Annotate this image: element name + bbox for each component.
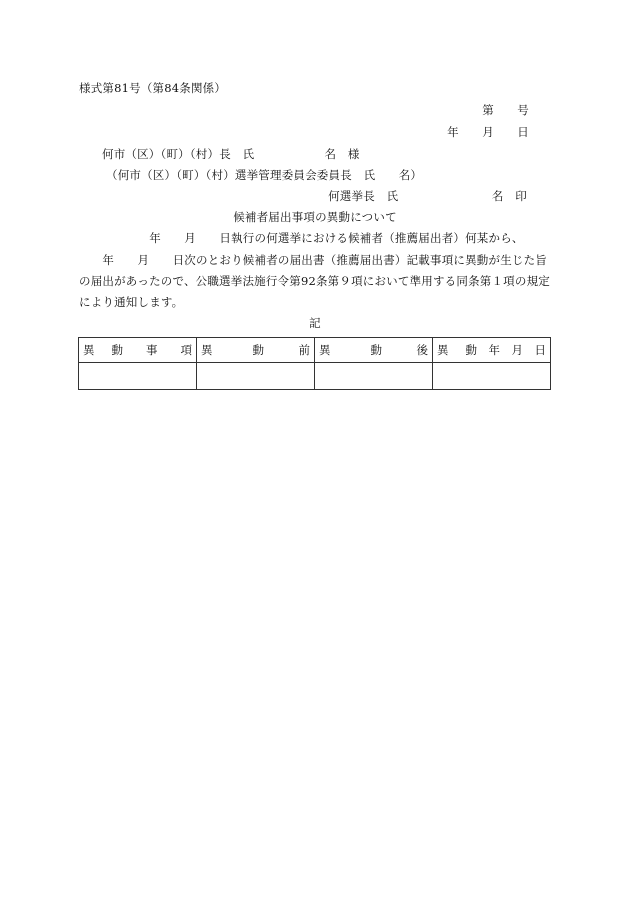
header-after-change-right: 動 後 xyxy=(370,343,428,357)
header-change-item-right: 動 事 項 xyxy=(111,343,192,357)
change-table xyxy=(78,337,551,390)
cell-before-change xyxy=(197,363,315,390)
addressee-line-2: （何市（区）（町）（村）選挙管理委員会委員長 氏 名） xyxy=(106,168,423,182)
header-change-item xyxy=(79,338,197,363)
header-after-change-left: 異 xyxy=(319,343,331,357)
form-title: 様式第81号（第84条関係） xyxy=(79,81,227,95)
document-subject: 候補者届出事項の異動について xyxy=(233,210,397,224)
body-line-1: 年 月 日執行の何選挙における候補者（推薦届出者）何某から、 xyxy=(79,231,524,245)
table-header-row xyxy=(79,338,551,363)
body-line-3: の届出があったので、公職選挙法施行令第92条第９項において準用する同条第１項の規定 xyxy=(79,274,550,288)
ki-heading: 記 xyxy=(309,316,321,330)
header-change-item-left: 異 xyxy=(83,343,95,357)
header-before-change-right: 動 前 xyxy=(252,343,310,357)
body-text xyxy=(79,231,557,309)
document-number: 第 号 xyxy=(482,103,529,117)
header-before-change-left: 異 xyxy=(201,343,213,357)
table-row xyxy=(79,363,551,390)
body-line-2: 年 月 日次のとおり候補者の届出書（推薦届出書）記載事項に異動が生じた旨 xyxy=(79,253,547,267)
header-after-change xyxy=(315,338,433,363)
header-before-change xyxy=(197,338,315,363)
cell-after-change xyxy=(315,363,433,390)
addressee-line-1: 何市（区）（町）（村）長 氏 名 様 xyxy=(102,147,360,161)
body-line-4: により通知します。 xyxy=(79,295,184,309)
cell-change-date xyxy=(433,363,551,390)
sender-line: 何選挙長 氏 名 印 xyxy=(328,189,527,203)
cell-change-item xyxy=(79,363,197,390)
header-change-date-left: 異 xyxy=(437,343,449,357)
header-change-date xyxy=(433,338,551,363)
document-date: 年 月 日 xyxy=(447,125,529,139)
header-change-date-right: 動 年 月 日 xyxy=(465,343,546,357)
